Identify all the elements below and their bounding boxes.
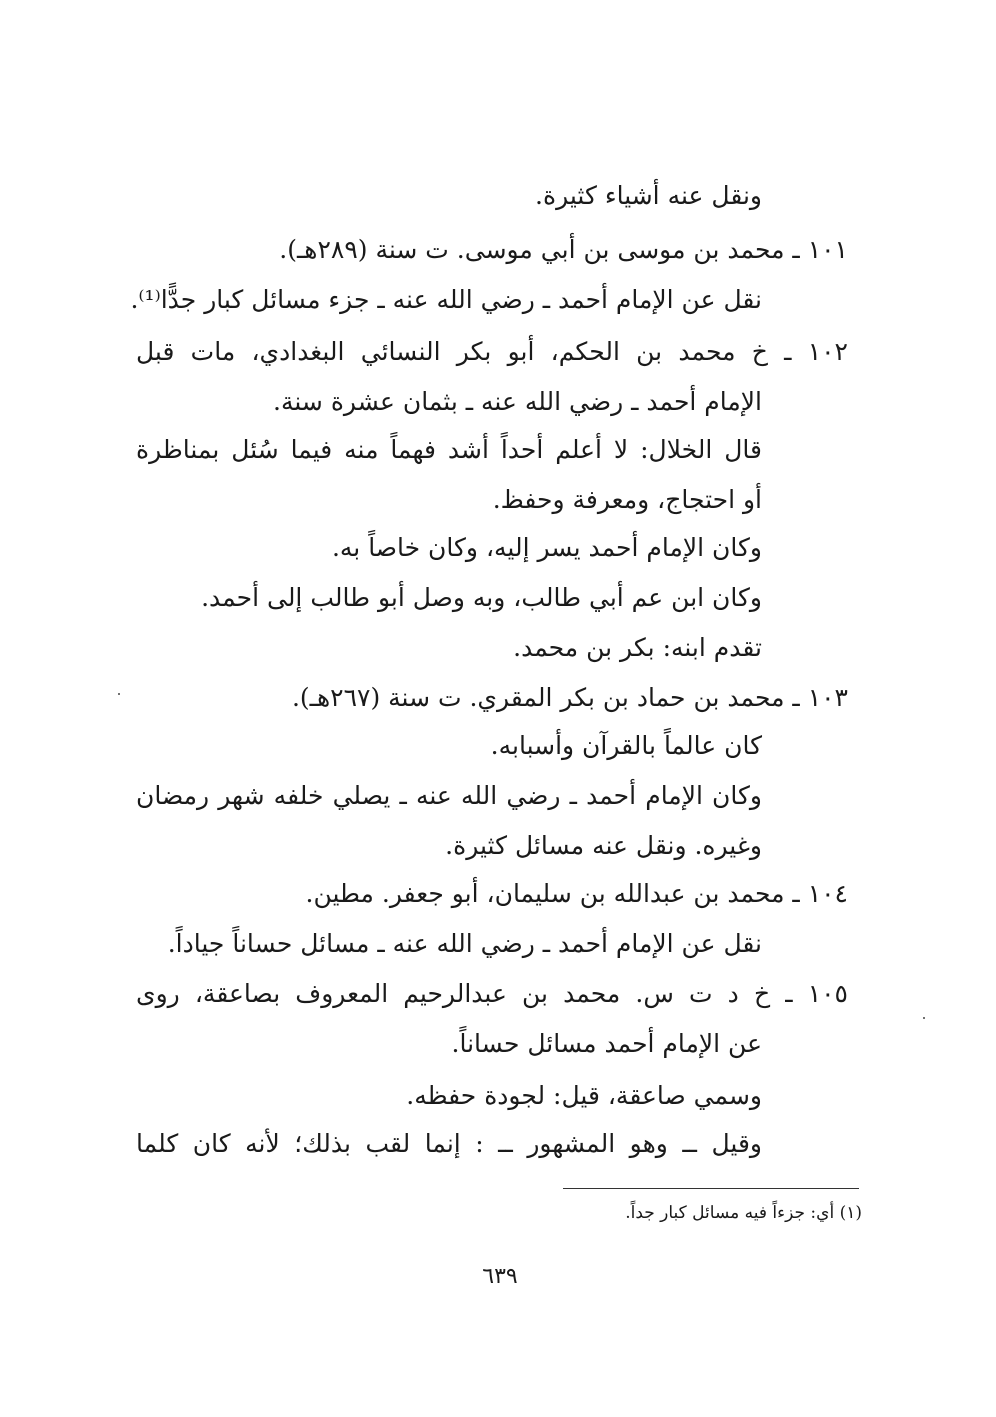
scan-speck bbox=[118, 693, 120, 695]
entry-102-text-4: وكان ابن عم أبي طالب، وبه وصل أبو طالب إلى أحمد. bbox=[201, 583, 762, 612]
entry-102-text-cont: الإمام أحمد ـ رضي الله عنه ـ بثمان عشرة سنة. bbox=[273, 387, 762, 416]
entry-101-text: نقل عن الإمام أحمد ـ رضي الله عنه ـ جزء مسائل كبار جدًّا⁽¹⁾. bbox=[130, 285, 762, 314]
entry-102-text-3: وكان الإمام أحمد يسر إليه، وكان خاصاً به. bbox=[331, 533, 762, 562]
entry-105-text-3: وقيل ــ وهو المشهور ــ : إنما لقب بذلك؛ لأنه كان كلما bbox=[136, 1129, 762, 1158]
entry-105-text-cont: عن الإمام أحمد مسائل حساناً. bbox=[451, 1029, 762, 1058]
footnote-1: (١) أي: جزءاً فيه مسائل كبار جداً. bbox=[625, 1203, 862, 1223]
entry-102-khallal-quote-cont: أو احتجاج، ومعرفة وحفظ. bbox=[492, 485, 762, 514]
entry-101-heading: ١٠١ ـ محمد بن موسى بن أبي موسى. ت سنة (٢٨٩هـ). bbox=[279, 235, 848, 264]
page-number: ٦٣٩ bbox=[482, 1264, 518, 1289]
entry-103-text-3: وغيره. ونقل عنه مسائل كثيرة. bbox=[445, 831, 762, 860]
entry-105-text-2: وسمي صاعقة، قيل: لجودة حفظه. bbox=[406, 1081, 762, 1110]
entry-102-khallal-quote: قال الخلال: لا أعلم أحداً أشد فهماً منه فيما سُئل بمناظرة bbox=[136, 435, 762, 464]
scan-speck bbox=[923, 1017, 925, 1019]
entry-104-heading: ١٠٤ ـ محمد بن عبدالله بن سليمان، أبو جعفر. مطين. bbox=[305, 879, 848, 908]
text-line-1: ونقل عنه أشياء كثيرة. bbox=[535, 181, 762, 210]
entry-104-text: نقل عن الإمام أحمد ـ رضي الله عنه ـ مسائل حساناً جياداً. bbox=[167, 929, 762, 958]
entry-103-text-2: وكان الإمام أحمد ـ رضي الله عنه ـ يصلي خلفه شهر رمضان bbox=[136, 781, 762, 810]
footnote-divider bbox=[563, 1188, 859, 1189]
entry-103-text-1: كان عالماً بالقرآن وأسبابه. bbox=[490, 731, 762, 760]
entry-102-text-5: تقدم ابنه: بكر بن محمد. bbox=[513, 633, 762, 662]
entry-103-heading: ١٠٣ ـ محمد بن حماد بن بكر المقري. ت سنة (٢٦٧هـ). bbox=[291, 683, 848, 712]
entry-105-heading: ١٠٥ ـ خ د ت س. محمد بن عبدالرحيم المعروف بصاعقة، روى bbox=[136, 979, 848, 1008]
entry-102-heading: ١٠٢ ـ خ محمد بن الحكم، أبو بكر النسائي البغدادي، مات قبل bbox=[136, 337, 848, 366]
